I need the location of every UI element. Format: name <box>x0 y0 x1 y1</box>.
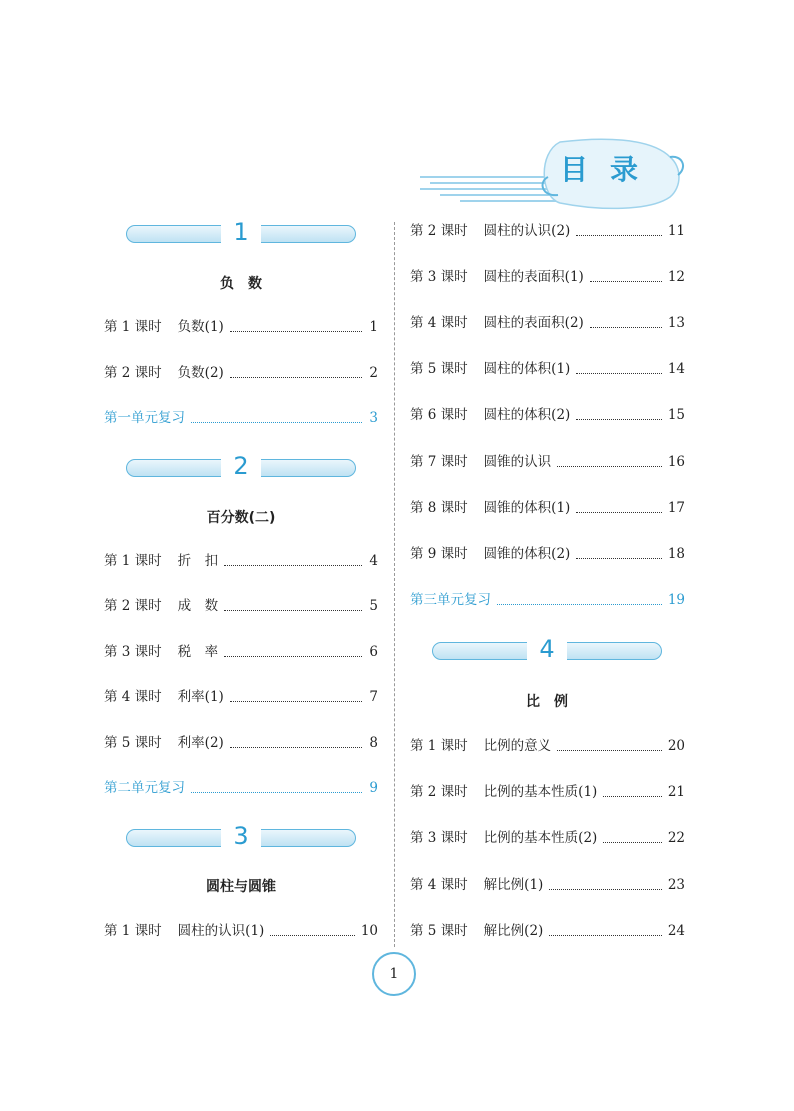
unit-number: 3 <box>221 819 261 853</box>
unit-number: 4 <box>527 632 567 666</box>
toc-entry[interactable] <box>410 544 685 564</box>
lesson-number: 第 5 课时 <box>410 923 468 939</box>
dot-leader <box>191 413 362 423</box>
lesson-number: 第 1 课时 <box>410 738 468 754</box>
lesson-title: 利率(2) <box>177 735 224 751</box>
unit-review-entry[interactable] <box>104 408 378 428</box>
page-number: 8 <box>369 735 378 751</box>
unit-name: 百分数(二) <box>206 510 276 526</box>
lesson-number: 第 2 课时 <box>410 784 468 800</box>
lesson-number: 第 3 课时 <box>410 269 468 285</box>
dot-leader <box>557 741 662 751</box>
column-divider <box>394 222 395 947</box>
page-number: 6 <box>369 644 378 660</box>
lesson-title: 税 率 <box>177 644 219 660</box>
lesson-title: 折 扣 <box>177 553 219 569</box>
dot-leader <box>576 226 662 236</box>
lesson-number: 第 5 课时 <box>410 361 468 377</box>
lesson-title: 圆锥的体积(1) <box>483 500 571 516</box>
lesson-number: 第 8 课时 <box>410 500 468 516</box>
lesson-number: 第 2 课时 <box>104 365 162 381</box>
review-title: 第二单元复习 <box>104 780 185 796</box>
lesson-title: 比例的基本性质(1) <box>483 784 598 800</box>
dot-leader <box>549 926 662 936</box>
toc-entry[interactable] <box>410 405 685 425</box>
dot-leader <box>576 549 662 559</box>
toc-entry[interactable] <box>104 687 378 707</box>
toc-entry[interactable] <box>104 596 378 616</box>
lesson-title: 圆锥的体积(2) <box>483 546 571 562</box>
dot-leader <box>576 410 662 420</box>
lesson-title: 成 数 <box>177 598 219 614</box>
lesson-title: 圆柱的认识(2) <box>483 223 571 239</box>
lesson-title: 解比例(1) <box>483 877 544 893</box>
lesson-number: 第 2 课时 <box>104 598 162 614</box>
page-number: 13 <box>667 315 685 331</box>
page-number: 4 <box>369 553 378 569</box>
page-number: 3 <box>369 410 378 426</box>
toc-entry[interactable] <box>410 921 685 941</box>
lesson-title: 圆柱的体积(2) <box>483 407 571 423</box>
lesson-number: 第 5 课时 <box>104 735 162 751</box>
toc-entry[interactable] <box>410 221 685 241</box>
page-number: 17 <box>667 500 685 516</box>
page-number: 1 <box>369 319 378 335</box>
toc-entry[interactable] <box>104 317 378 337</box>
page-number: 24 <box>667 923 685 939</box>
page-title: 目录 <box>560 153 661 186</box>
page-number: 20 <box>667 738 685 754</box>
lesson-title: 解比例(2) <box>483 923 544 939</box>
toc-entry[interactable] <box>104 363 378 383</box>
page-number: 18 <box>667 546 685 562</box>
toc-entry[interactable] <box>410 359 685 379</box>
dot-leader <box>224 556 362 566</box>
unit-review-entry[interactable] <box>104 778 378 798</box>
page-number: 10 <box>360 923 378 939</box>
dot-leader <box>230 322 362 332</box>
toc-entry[interactable] <box>410 267 685 287</box>
unit-number: 1 <box>221 215 261 249</box>
dot-leader <box>270 926 355 936</box>
lesson-number: 第 4 课时 <box>410 315 468 331</box>
dot-leader <box>230 368 362 378</box>
lesson-number: 第 3 课时 <box>410 830 468 846</box>
toc-entry[interactable] <box>410 452 685 472</box>
page-number: 9 <box>369 780 378 796</box>
lesson-title: 圆柱的认识(1) <box>177 923 265 939</box>
page-number: 7 <box>369 689 378 705</box>
lesson-title: 利率(1) <box>177 689 224 705</box>
page-number: 11 <box>667 223 685 239</box>
page-number: 23 <box>667 877 685 893</box>
page-number: 5 <box>369 598 378 614</box>
lesson-title: 比例的基本性质(2) <box>483 830 598 846</box>
lesson-title: 比例的意义 <box>483 738 552 754</box>
lesson-title: 圆柱的表面积(1) <box>483 269 584 285</box>
dot-leader <box>191 783 362 793</box>
dot-leader <box>224 601 362 611</box>
page-number-badge <box>372 952 416 996</box>
lesson-title: 圆柱的表面积(2) <box>483 315 584 331</box>
lesson-number: 第 3 课时 <box>104 644 162 660</box>
page-number: 14 <box>667 361 685 377</box>
dot-leader <box>549 880 662 890</box>
dot-leader <box>590 318 662 328</box>
dot-leader <box>603 833 662 843</box>
lesson-number: 第 6 课时 <box>410 407 468 423</box>
page-number: 12 <box>667 269 685 285</box>
page-number: 16 <box>667 454 685 470</box>
lesson-number: 第 1 课时 <box>104 319 162 335</box>
toc-entry[interactable] <box>104 921 378 941</box>
toc-entry[interactable] <box>410 313 685 333</box>
lesson-number: 第 4 课时 <box>410 877 468 893</box>
page-number: 21 <box>667 784 685 800</box>
toc-entry[interactable] <box>410 875 685 895</box>
lesson-number: 第 2 课时 <box>410 223 468 239</box>
page-number: 22 <box>667 830 685 846</box>
lesson-title: 圆锥的认识 <box>483 454 552 470</box>
unit-header-1 <box>126 218 356 246</box>
page-number: 15 <box>667 407 685 423</box>
lesson-title: 负数(1) <box>177 319 224 335</box>
unit-review-entry[interactable] <box>410 590 685 610</box>
lesson-title: 圆柱的体积(1) <box>483 361 571 377</box>
dot-leader <box>230 692 362 702</box>
toc-entry[interactable] <box>410 736 685 756</box>
page-number: 19 <box>667 592 685 608</box>
unit-name: 比 例 <box>526 694 568 710</box>
unit-number: 2 <box>221 449 261 483</box>
unit-name: 圆柱与圆锥 <box>206 879 276 895</box>
lesson-title: 负数(2) <box>177 365 224 381</box>
review-title: 第三单元复习 <box>410 592 491 608</box>
toc-entry[interactable] <box>410 782 685 802</box>
lesson-number: 第 7 课时 <box>410 454 468 470</box>
unit-header-2 <box>126 452 356 480</box>
lesson-number: 第 1 课时 <box>104 923 162 939</box>
dot-leader <box>230 738 362 748</box>
lesson-number: 第 1 课时 <box>104 553 162 569</box>
toc-entry[interactable] <box>104 551 378 571</box>
lesson-number: 第 4 课时 <box>104 689 162 705</box>
review-title: 第一单元复习 <box>104 410 185 426</box>
footer-page-number: 1 <box>389 966 399 982</box>
dot-leader <box>576 364 662 374</box>
dot-leader <box>590 272 662 282</box>
page-number: 2 <box>369 365 378 381</box>
unit-name: 负 数 <box>220 276 262 292</box>
lesson-number: 第 9 课时 <box>410 546 468 562</box>
dot-leader <box>497 595 662 605</box>
unit-header-4 <box>432 635 662 663</box>
dot-leader <box>557 457 662 467</box>
dot-leader <box>224 647 362 657</box>
toc-entry[interactable] <box>104 642 378 662</box>
dot-leader <box>576 503 662 513</box>
dot-leader <box>603 787 662 797</box>
toc-entry[interactable] <box>410 828 685 848</box>
unit-header-3 <box>126 822 356 850</box>
toc-entry[interactable] <box>410 498 685 518</box>
toc-entry[interactable] <box>104 733 378 753</box>
